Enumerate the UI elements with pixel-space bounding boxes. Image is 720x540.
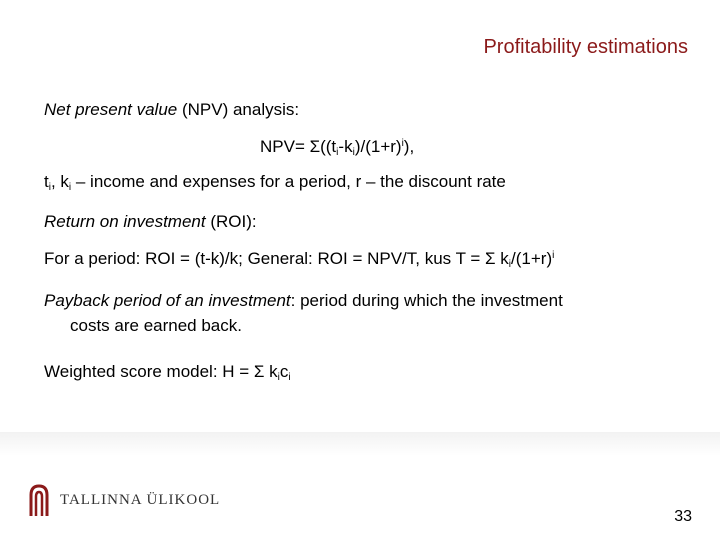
npv-formula-sub: i [352, 147, 355, 158]
slide-title: Profitability estimations [483, 36, 688, 58]
payback-rest-1: : period during which the investment [290, 291, 563, 310]
weighted-score [44, 362, 291, 383]
npv-variables [44, 172, 506, 193]
roi-formula [44, 249, 554, 270]
var-k: , k [50, 172, 69, 191]
npv-formula-sub: i [336, 147, 339, 158]
roi-formula-sub: i [508, 259, 512, 270]
roi-heading [44, 212, 257, 232]
roi-formula-sup: i [552, 250, 555, 261]
weighted-sub: i [277, 372, 280, 383]
npv-formula [260, 137, 414, 158]
var-t-sub: i [48, 182, 51, 193]
var-k-sub: i [68, 182, 72, 193]
payback-label-italic: Payback period of an investment [44, 291, 291, 310]
npv-label-italic: Net present value [44, 100, 178, 119]
npv-formula-part: NPV= Σ((t [260, 137, 337, 156]
logo-text: TALLINNA ÜLIKOOL [60, 491, 221, 508]
npv-formula-sup: i [401, 138, 404, 149]
roi-formula-part: For a period: ROI = (t-k)/k; General: ROI = NPV/T, kus T = Σ k [44, 249, 509, 268]
payback-line-2: costs are earned back. [70, 316, 242, 335]
university-emblem-icon [28, 483, 50, 517]
page-number: 33 [674, 508, 692, 525]
payback-line-1 [44, 291, 563, 311]
roi-label-rest: (ROI): [205, 212, 257, 231]
roi-label-italic: Return on investment [44, 212, 206, 231]
npv-formula-part: ), [403, 137, 415, 156]
var-description: – income and expenses for a period, r – the discount rate [71, 172, 506, 191]
weighted-part: Weighted score model: H = Σ k [44, 362, 278, 381]
weighted-part: c [279, 362, 289, 381]
npv-label-rest: (NPV) analysis: [177, 100, 300, 119]
npv-heading [44, 100, 299, 120]
roi-formula-part: /(1+r) [511, 249, 553, 268]
weighted-sub: i [288, 372, 291, 383]
university-logo [28, 483, 220, 517]
var-t: t [44, 172, 49, 191]
npv-formula-part: -k [338, 137, 353, 156]
npv-formula-part: )/(1+r) [354, 137, 402, 156]
